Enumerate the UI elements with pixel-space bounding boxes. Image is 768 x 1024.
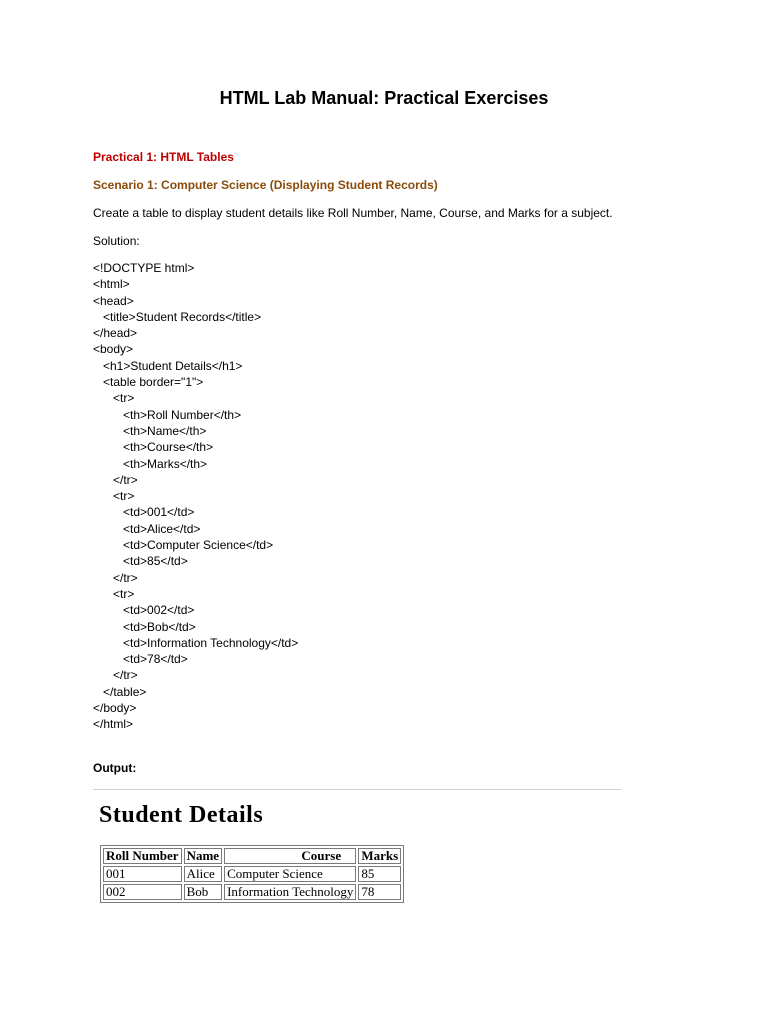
cell-name: Bob <box>184 884 223 900</box>
code-line: <body> <box>93 342 134 357</box>
cell-course: Information Technology <box>224 884 356 900</box>
page-title: HTML Lab Manual: Practical Exercises <box>219 88 549 108</box>
output-heading: Student Details <box>99 802 264 828</box>
code-line: <td>Information Technology</td> <box>93 635 299 650</box>
table-header-row <box>103 848 401 864</box>
practical-heading: Practical 1: HTML Tables <box>93 150 234 164</box>
solution-label: Solution: <box>93 234 140 248</box>
header-name: Name <box>184 848 223 864</box>
scenario-heading: Scenario 1: Computer Science (Displaying Student Records) <box>93 178 438 192</box>
divider <box>93 789 621 790</box>
code-line: </html> <box>93 717 134 732</box>
code-line: </table> <box>93 684 147 699</box>
cell-marks: 85 <box>358 866 401 882</box>
code-line: <!DOCTYPE html> <box>93 261 195 275</box>
cell-roll: 001 <box>103 866 182 882</box>
code-line: <td>85</td> <box>93 554 188 569</box>
code-line: <html> <box>93 277 130 292</box>
cell-name: Alice <box>184 866 223 882</box>
code-line: <h1>Student Details</h1> <box>93 358 243 373</box>
code-line: <title>Student Records</title> <box>93 309 262 324</box>
code-line: <td>78</td> <box>93 652 188 667</box>
code-line: </tr> <box>93 570 138 585</box>
header-roll-number: Roll Number <box>103 848 182 864</box>
cell-course: Computer Science <box>224 866 356 882</box>
task-description: Create a table to display student details like Roll Number, Name, Course, and Marks for a subject. <box>93 206 613 220</box>
table-row <box>103 866 401 882</box>
code-line: <head> <box>93 293 134 308</box>
code-listing <box>93 260 298 733</box>
code-line: <tr> <box>93 489 135 504</box>
code-line: </body> <box>93 701 137 716</box>
code-line: <td>001</td> <box>93 505 195 520</box>
code-line: <td>Bob</td> <box>93 619 196 634</box>
output-label: Output: <box>93 761 137 775</box>
header-course: Course <box>224 848 356 864</box>
cell-roll: 002 <box>103 884 182 900</box>
code-line: <th>Name</th> <box>93 423 207 438</box>
code-line: <th>Course</th> <box>93 440 214 455</box>
code-line: <td>Alice</td> <box>93 521 201 536</box>
code-line: <table border="1"> <box>93 375 204 390</box>
code-line: <td>Computer Science</td> <box>93 538 274 553</box>
code-line: <th>Marks</th> <box>93 456 208 471</box>
student-table <box>100 845 404 903</box>
table-row <box>103 884 401 900</box>
code-line: <td>002</td> <box>93 603 195 618</box>
cell-marks: 78 <box>358 884 401 900</box>
code-line: </tr> <box>93 668 138 683</box>
code-line: <th>Roll Number</th> <box>93 407 242 422</box>
code-line: </head> <box>93 326 138 341</box>
header-marks: Marks <box>358 848 401 864</box>
code-line: <tr> <box>93 586 135 601</box>
code-line: <tr> <box>93 391 135 406</box>
code-line: </tr> <box>93 472 138 487</box>
